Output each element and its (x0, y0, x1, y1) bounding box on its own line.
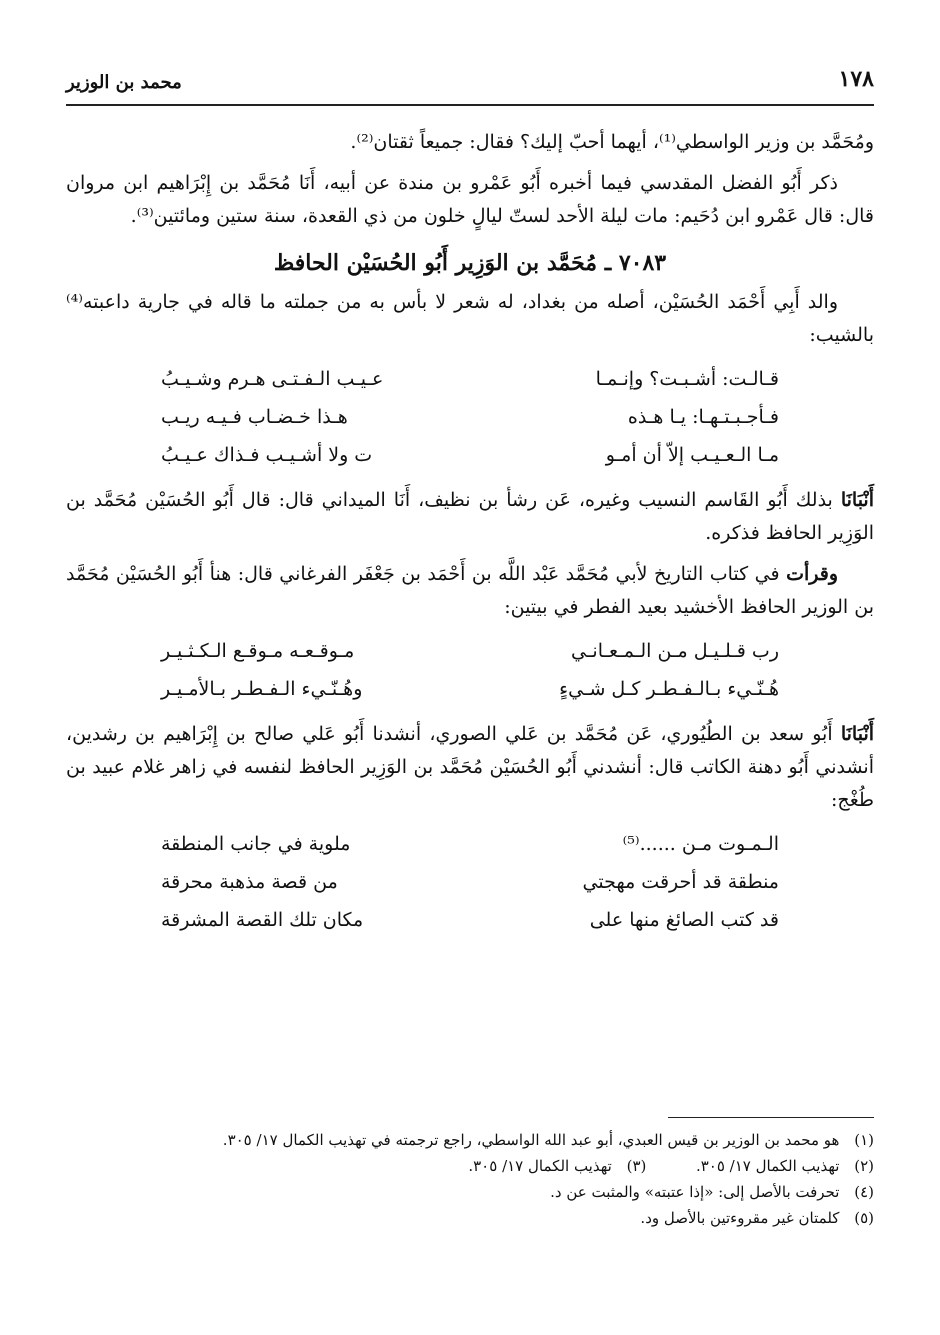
poem-2 (66, 632, 874, 708)
biography-heading: ٧٠٨٣ ـ مُحَمَّد بن الوَزِير أَبُو الحُسَيْن الحافظ (273, 250, 667, 276)
verse-first-half: منطقة قد أحرقت مهجتي (582, 870, 779, 893)
footnote-marker: (١) (854, 1131, 874, 1149)
poem-verse (66, 436, 874, 474)
section3-paragraph (66, 558, 874, 624)
footnote-4 (130, 1180, 874, 1204)
footnote-text: تحرفت بالأصل إلى: «إذا عتبته» والمثبت عن د. (550, 1183, 840, 1201)
poem-verse (66, 398, 874, 436)
footnote-2-3 (130, 1154, 874, 1178)
intro-paragraph-1: ومُحَمَّد بن وزير الواسطي⁽¹⁾، أيهما أحبّ إليك؟ فقال: جميعاً ثقتان⁽²⁾. (350, 131, 874, 153)
verse-second-half: ملوية في جانب المنطقة (161, 832, 351, 855)
footnote-text: هو محمد بن الوزير بن قيس العبدي، أبو عبد الله الواسطي، راجع ترجمته في تهذيب الكمال ١٧/ ٣٠٥. (222, 1131, 840, 1149)
verse-second-half: مكان تلك القصة المشرقة (161, 908, 364, 931)
verse-first-half: مـا الـعـيـب إلاّ أن أمـو (605, 443, 779, 466)
verse-second-half: هـذا خـضـاب فـيـه ريـب (161, 405, 348, 428)
footnote-separator (668, 1117, 874, 1118)
poem-verse (66, 670, 874, 708)
poem-verse (66, 901, 874, 939)
poem-3 (66, 825, 874, 939)
footnote-text: تهذيب الكمال ١٧/ ٣٠٥. (468, 1157, 612, 1175)
poem-1 (66, 360, 874, 474)
section2-text: بذلك أَبُو القَاسم النسيب وغيره، عَن رشأ بن نظيف، أَنَا الميداني قال: قال أَبُو الحُسَيْن مُحَمَّد بن الوَزِير الحافظ فذكره. (66, 489, 874, 544)
section2-lead-word: أَنْبَانَا (840, 489, 874, 511)
footnote-text: تهذيب الكمال ١٧/ ٣٠٥. (695, 1157, 840, 1175)
verse-second-half: مـوقـعـه مـوقـع الـكـثـيـر (161, 639, 355, 662)
footnote-5 (130, 1206, 874, 1230)
page-number: ١٧٨ (838, 66, 874, 92)
verse-first-half: قـالـت: أشـبـت؟ وإنـمـا (595, 367, 779, 390)
footnote-marker: (٣) (626, 1157, 647, 1175)
section4-paragraph (66, 718, 874, 817)
section4-lead-word: أَنْبَانَا (840, 723, 875, 745)
poem-verse (66, 360, 874, 398)
section1-paragraph: والد أَبِي أَحْمَد الحُسَيْن، أصله من بغداد، له شعر لا بأس به من جملته ما قاله في جارية داعبته⁽⁴⁾ بالشيب: (66, 291, 874, 346)
footnotes (130, 1128, 874, 1232)
poem-verse (66, 632, 874, 670)
verse-first-half: فـأجـبـتـهـا: يـا هـذه (627, 405, 779, 428)
verse-second-half: من قصة مذهبة محرقة (161, 870, 338, 893)
verse-second-half: عـيـب الـفـتـى هـرم وشـيـبُ (161, 367, 384, 390)
verse-second-half: وهُـنّـيء الـفـطـر بـالأمـيـر (161, 677, 363, 700)
verse-first-half: هُـنّـيء بـالـفـطـر كـل شـيءٍ (559, 677, 779, 700)
poem-verse (66, 863, 874, 901)
verse-first-half: قد كتب الصائغ منها على (589, 908, 779, 931)
verse-second-half: ت ولا أشـيـب فـذاك عـيـبُ (161, 443, 373, 466)
footnote-text: كلمتان غير مقروءتين بالأصل ود. (640, 1209, 840, 1227)
intro-paragraph-2: ذكر أَبُو الفضل المقدسي فيما أخبره أَبُو عَمْرو بن مندة عن أبيه، أَنَا مُحَمَّد بن إِبْرَاهيم ابن مروان قال: قال عَمْرو ابن دُحَيم: مات ليلة الأحد لستّ ليالٍ خلون من ذي القعدة، سنة ستين ومائتين⁽³⁾. (66, 172, 874, 227)
verse-first-half: الـمـوت مـن ......⁽⁵⁾ (622, 832, 779, 855)
footnote-marker: (٢) (854, 1157, 874, 1175)
section3-lead-word: وقرأت (786, 563, 839, 585)
page-header (66, 62, 874, 106)
running-title: محمد بن الوزير (66, 72, 182, 93)
poem-verse (66, 825, 874, 863)
footnote-1 (130, 1128, 874, 1152)
page-body (66, 126, 874, 949)
footnote-marker: (٤) (854, 1183, 874, 1201)
section2-paragraph (66, 484, 874, 550)
verse-first-half: رب قـلـيـل مـن الـمـعـانـي (571, 639, 779, 662)
section3-text: في كتاب التاريخ لأبي مُحَمَّد عَبْد اللَّه بن أَحْمَد بن جَعْفَر الفرغاني قال: هنأ أَبُو الحُسَيْن مُحَمَّد بن الوزير الحافظ الأخشيد بعيد الفطر في بيتين: (66, 563, 874, 618)
section4-text: أَبُو سعد بن الطُيُوري، عَن مُحَمَّد بن عَلي الصوري، أنشدنا أَبُو عَلي صالح بن إِبْرَاهيم بن رشدين، أنشدني أَبُو دهنة الكاتب قال: أنشدني أَبُو الحُسَيْن مُحَمَّد بن الوَزِير الحافظ لنفسه في زاهر غلام عبيد بن طُغْج: (66, 723, 874, 811)
footnote-marker: (٥) (854, 1209, 874, 1227)
